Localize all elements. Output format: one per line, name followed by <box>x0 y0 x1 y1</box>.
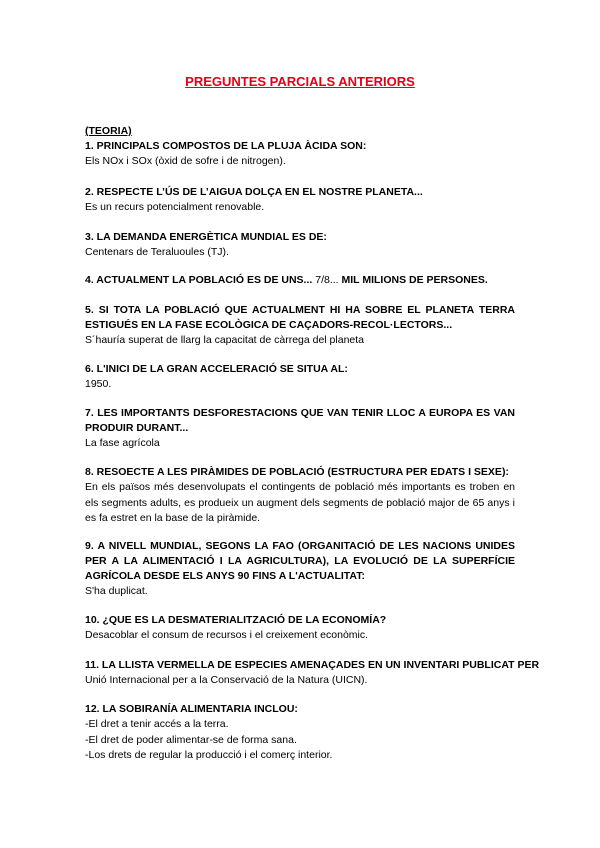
question-block-12 <box>85 702 515 764</box>
answer-3: Centenars de Teraluoules (TJ). <box>85 246 229 258</box>
question-7: 7. LES IMPORTANTS DESFORESTACIONS QUE VAN TENIR LLOC A EUROPA ES VAN PRODUIR DURANT... <box>85 407 515 434</box>
answer-10: Desacoblar el consum de recursos i el creixement econòmic. <box>85 629 369 641</box>
question-1: 1. PRINCIPALS COMPOSTOS DE LA PLUJA ÀCIDA SON: <box>85 140 367 152</box>
question-block-10 <box>85 613 515 644</box>
question-block-7 <box>85 406 515 452</box>
question-4 <box>85 273 515 288</box>
answer-12-line-1: -El dret a tenir accés a la terra. <box>85 718 229 730</box>
question-12: 12. LA SOBIRANÍA ALIMENTARIA INCLOU: <box>85 703 298 715</box>
question-block-8 <box>85 465 515 527</box>
answer-12-line-2: -El dret de poder alimentar-se de forma sana. <box>85 733 297 746</box>
question-3: 3. LA DEMANDA ENERGÈTICA MUNDIAL ES DE: <box>85 231 327 243</box>
section-label: (TEORIA) <box>85 125 132 137</box>
answer-7: La fase agrícola <box>85 437 160 449</box>
question-block-1 <box>85 139 515 170</box>
question-block-6 <box>85 362 515 393</box>
question-4-text-end: MIL MILIONS DE PERSONES. <box>341 274 488 286</box>
question-4-text: 4. ACTUALMENT LA POBLACIÓ ES DE UNS... <box>85 274 313 286</box>
question-9: 9. A NIVELL MUNDIAL, SEGONS LA FAO (ORGANITACIÓ DE LES NACIONS UNIDES PER A LA ALIMENTACIÓ I LA AGRICULTURA), LA EVOLUCIÓ DE LA SUPERFÍCIE AGRÍCOLA DESDE ELS ANYS 90 FINS A L'ACTUALITAT: <box>85 540 515 582</box>
answer-1: Els NOx i SOx (òxid de sofre i de nitrogen). <box>85 155 286 167</box>
page-title: PREGUNTES PARCIALS ANTERIORS <box>185 74 415 89</box>
question-6: 6. L'INICI DE LA GRAN ACCELERACIÓ SE SITUA AL: <box>85 363 348 375</box>
question-8: 8. RESOECTE A LES PIRÀMIDES DE POBLACIÓ (ESTRUCTURA PER EDATS I SEXE): <box>85 466 509 478</box>
question-5: 5. SI TOTA LA POBLACIÓ QUE ACTUALMENT HI HA SOBRE EL PLANETA TERRA ESTIGUÉS EN LA FASE ECOLÒGICA DE CAÇADORS-RECOL·LECTORS... <box>85 304 515 331</box>
answer-8: En els països més desenvolupats el contingents de població més importants es troben en els segments adults, es produeix un augment dels segments de població major de 65 anys i es fa estret en la base de la piràmide. <box>85 481 515 524</box>
answer-11: Unió Internacional per a la Conservació de la Natura (UICN). <box>85 674 368 686</box>
answer-5: S´hauría superat de llarg la capacitat de càrrega del planeta <box>85 334 365 346</box>
question-block-11 <box>85 658 540 689</box>
answer-2: Es un recurs potencialment renovable. <box>85 201 265 213</box>
question-block-2 <box>85 185 515 216</box>
answer-4: 7/8... <box>312 274 342 286</box>
question-block-3 <box>85 230 515 261</box>
answer-9: S'ha duplicat. <box>85 585 148 597</box>
answer-6: 1950. <box>85 378 112 390</box>
answer-12-line-3: -Los drets de regular la producció i el comerç interior. <box>85 749 333 761</box>
question-block-9 <box>85 539 515 600</box>
question-block-5 <box>85 303 515 349</box>
question-block-4 <box>85 273 515 288</box>
question-2: 2. RESPECTE L’ÚS DE L’AIGUA DOLÇA EN EL NOSTRE PLANETA... <box>85 186 423 198</box>
question-11: 11. LA LLISTA VERMELLA DE ESPECIES AMENAÇADES EN UN INVENTARI PUBLICAT PER <box>85 659 540 671</box>
question-10: 10. ¿QUE ES LA DESMATERIALITZACIÓ DE LA ECONOMÍA? <box>85 614 387 626</box>
